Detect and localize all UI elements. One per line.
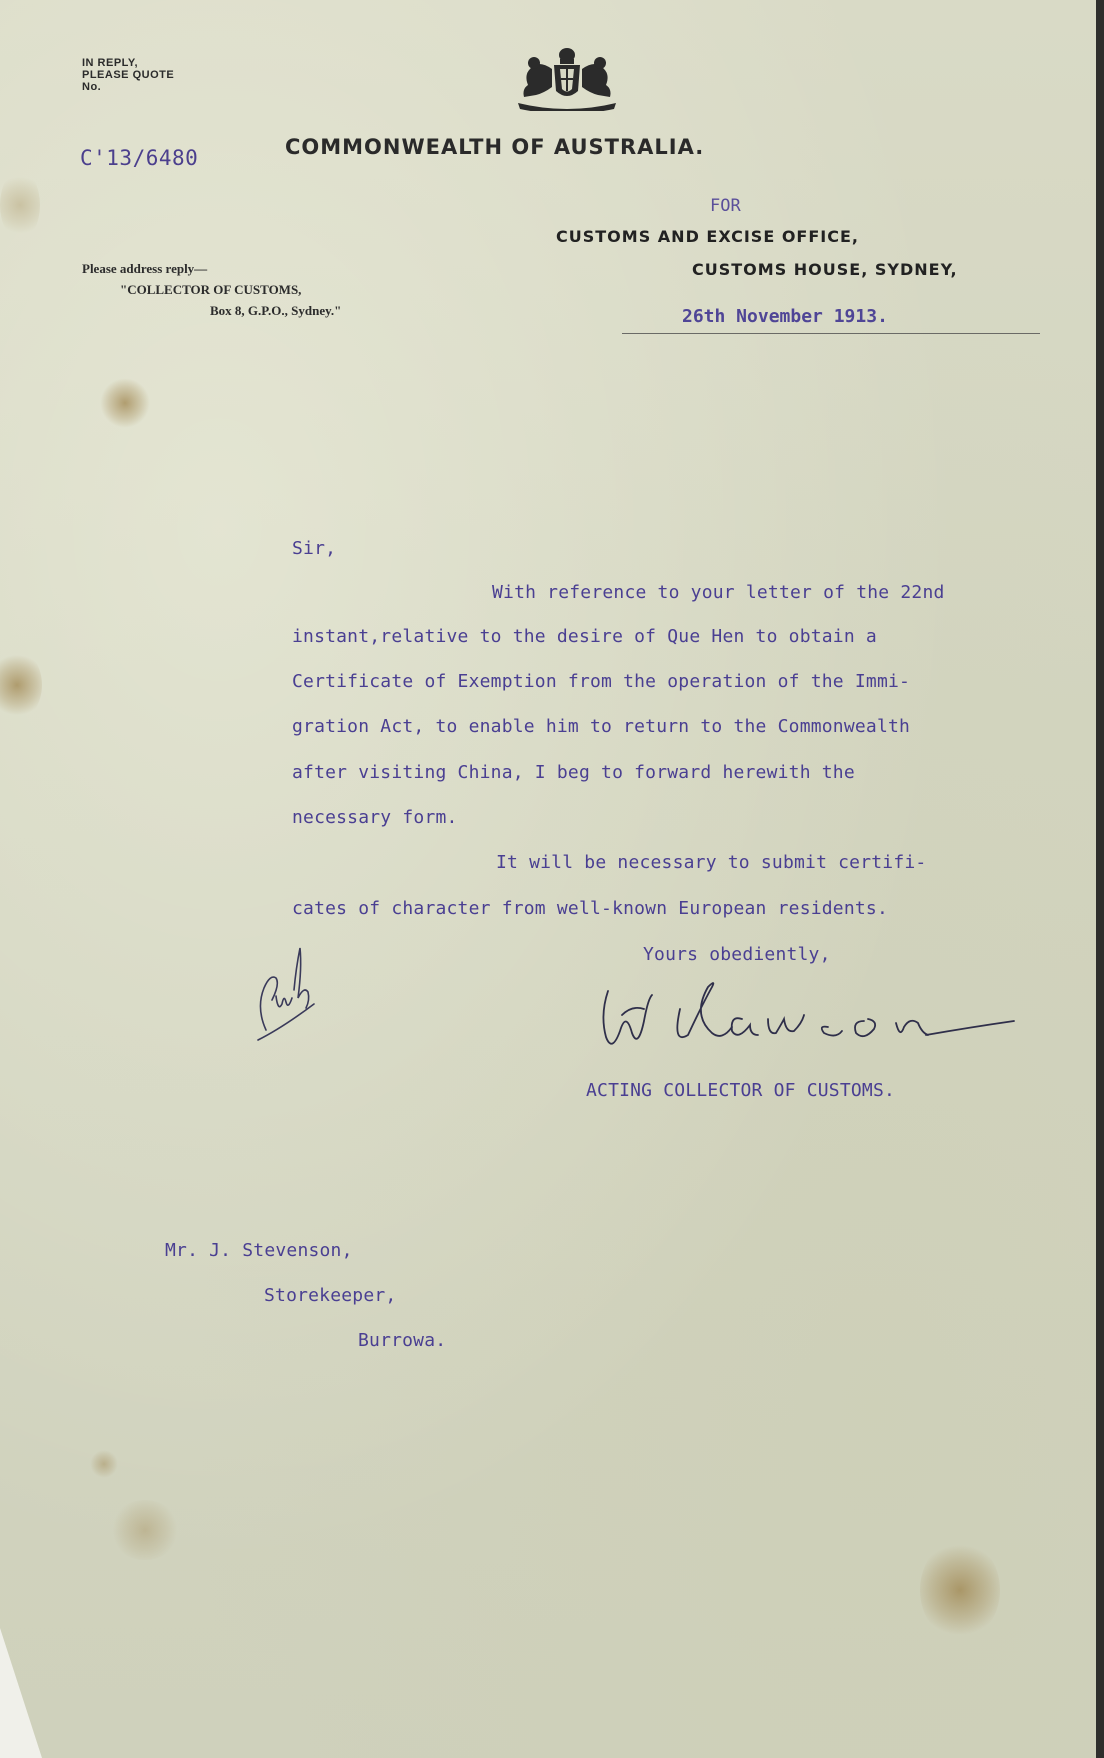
paragraph-line: instant,relative to the desire of Que Hen to obtain a [292, 626, 877, 647]
signatory-title: ACTING COLLECTOR OF CUSTOMS. [586, 1080, 896, 1101]
coat-of-arms-icon [514, 45, 620, 111]
recipient-name: Mr. J. Stevenson, [165, 1240, 353, 1261]
paragraph-line: It will be necessary to submit certifi- [496, 852, 927, 873]
handwritten-initials [252, 938, 322, 1050]
for-label: FOR [710, 196, 741, 216]
paragraph-line: Certificate of Exemption from the operation of the Immi- [292, 671, 911, 692]
office-location: CUSTOMS HOUSE, SYDNEY, [692, 260, 958, 279]
address-line: Please address reply— [82, 261, 208, 276]
letterhead-title: COMMONWEALTH OF AUSTRALIA. [285, 135, 705, 159]
paper-stain [920, 1540, 1000, 1640]
paper-stain [0, 170, 40, 240]
reply-reference-label: IN REPLY, PLEASE QUOTE No. [82, 57, 175, 93]
address-line: Box 8, G.P.O., Sydney." [210, 303, 342, 318]
handwritten-signature [592, 975, 1022, 1057]
paragraph-line: With reference to your letter of the 22nd [492, 582, 945, 603]
torn-corner [0, 1628, 42, 1758]
scan-edge [1096, 0, 1104, 1758]
paper-stain [110, 1500, 180, 1560]
paragraph-line: after visiting China, I beg to forward herewith the [292, 762, 855, 783]
date-underline [622, 333, 1040, 334]
file-reference: C'13/6480 [80, 146, 199, 170]
letter-date: 26th November 1913. [682, 306, 888, 327]
recipient-occupation: Storekeeper, [264, 1285, 397, 1306]
paper-stain [0, 650, 42, 720]
paper-stain [90, 1450, 118, 1478]
office-name: CUSTOMS AND EXCISE OFFICE, [556, 227, 859, 246]
closing: Yours obediently, [643, 944, 831, 965]
paper-stain [100, 378, 150, 428]
salutation: Sir, [292, 538, 337, 559]
paragraph-line: gration Act, to enable him to return to the Commonwealth [292, 716, 911, 737]
reply-address-block [82, 258, 341, 321]
recipient-place: Burrowa. [358, 1330, 447, 1351]
paragraph-line: cates of character from well-known European residents. [292, 898, 888, 919]
address-line: "COLLECTOR OF CUSTOMS, [120, 282, 302, 297]
paragraph-line: necessary form. [292, 807, 458, 828]
